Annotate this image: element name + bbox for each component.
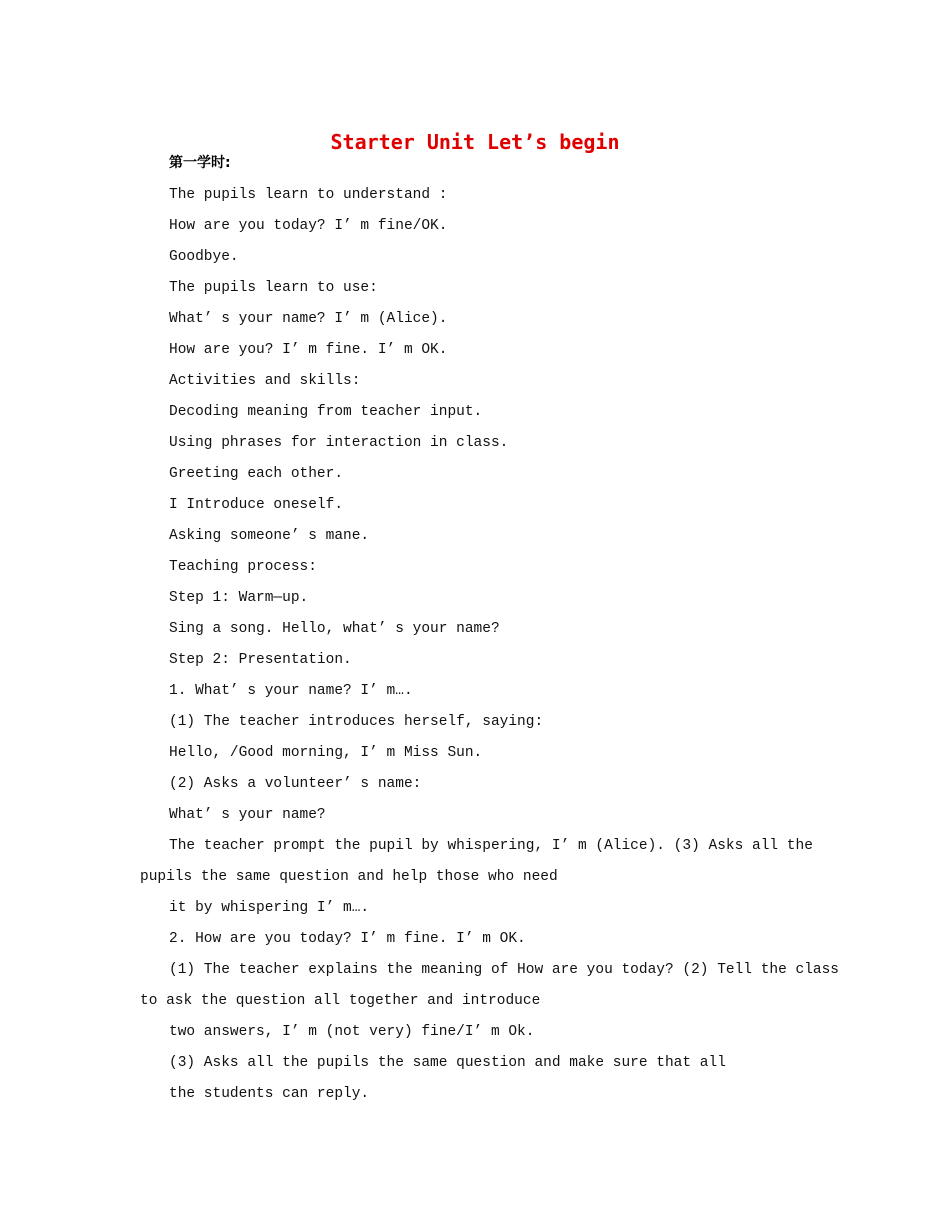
body-line: it by whispering I’ m…. (169, 900, 370, 916)
body-line: How are you today? I’ m fine/OK. (169, 218, 448, 234)
body-line: Step 2: Presentation. (169, 652, 352, 668)
body-line: Goodbye. (169, 249, 239, 265)
body-line: the students can reply. (169, 1086, 370, 1102)
body-line: pupils the same question and help those who need (140, 869, 558, 885)
body-line: Step 1: Warm—up. (169, 590, 309, 606)
body-line: What’ s your name? I’ m (Alice). (169, 311, 448, 327)
body-line: I Introduce oneself. (169, 497, 344, 513)
body-line: The pupils learn to use: (169, 280, 378, 296)
body-line: Using phrases for interaction in class. (169, 435, 509, 451)
document-title: Starter Unit Let’s begin (330, 130, 620, 154)
body-line: Greeting each other. (169, 466, 344, 482)
body-line: two answers, I’ m (not very) fine/I’ m Ok. (169, 1024, 535, 1040)
body-line: 1. What’ s your name? I’ m…. (169, 683, 413, 699)
body-line: Activities and skills: (169, 373, 361, 389)
body-line: (1) The teacher explains the meaning of How are you today? (2) Tell the class (169, 962, 840, 978)
document-body (140, 180, 840, 1110)
body-line: How are you? I’ m fine. I’ m OK. (169, 342, 448, 358)
body-line: Decoding meaning from teacher input. (169, 404, 483, 420)
body-line: Sing a song. Hello, what’ s your name? (169, 621, 500, 637)
body-line: 2. How are you today? I’ m fine. I’ m OK. (169, 931, 526, 947)
body-line: Hello, /Good morning, I’ m Miss Sun. (169, 745, 483, 761)
body-line: Teaching process: (169, 559, 317, 575)
body-line: to ask the question all together and introduce (140, 993, 541, 1009)
body-line: The pupils learn to understand : (169, 187, 448, 203)
body-line: Asking someone’ s mane. (169, 528, 370, 544)
body-line: (3) Asks all the pupils the same question and make sure that all (169, 1055, 726, 1071)
body-line: What’ s your name? (169, 807, 326, 823)
body-line: (2) Asks a volunteer’ s name: (169, 776, 422, 792)
body-line: The teacher prompt the pupil by whispering, I’ m (Alice). (3) Asks all the (169, 838, 813, 854)
body-line: (1) The teacher introduces herself, saying: (169, 714, 544, 730)
lesson-period-heading: 第一学时: (169, 155, 231, 171)
